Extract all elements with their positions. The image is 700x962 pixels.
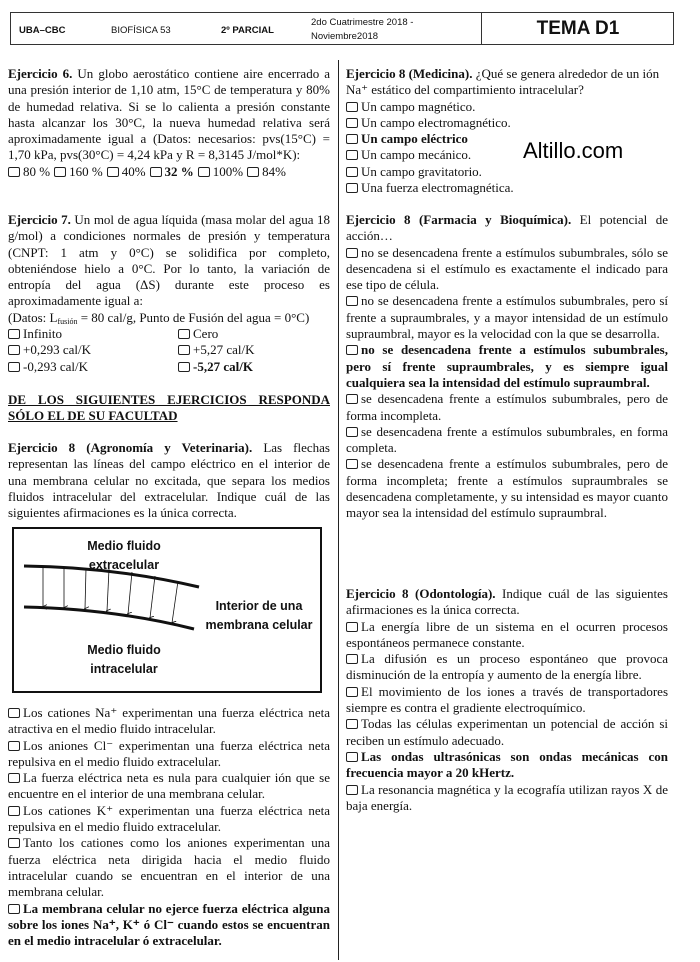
checkbox-icon[interactable] [346,394,358,404]
checkbox-icon[interactable] [8,708,20,718]
answer-option-text: Un campo electromagnético. [361,114,511,130]
field-arrow [150,576,155,618]
exercise-title: Ejercicio 6. [8,66,73,81]
exercise-text: Las flechas representan las líneas del campo eléctrico en el interior de una membrana celular no excitada, que separa los medios fluidos intracelular del extracelular. Indique cuál de las siguientes afirmaciones es la única correcta. [8,440,330,521]
checkbox-icon[interactable] [247,167,259,177]
institution: UBA–CBC [19,25,66,36]
exam-name: 2º PARCIAL [221,25,274,36]
checkbox-icon[interactable] [198,167,210,177]
answer-option-text: La difusión es un proceso espontáneo que provoca disminución de la entropía y aumento de la energía libre. [346,651,668,683]
checkbox-icon[interactable] [8,741,20,751]
answer-option[interactable] [346,342,668,391]
label-interior-2: membrana celular [205,618,313,632]
exercise-title: Ejercicio 7. [8,212,71,227]
exercise-8-agronomia [8,440,330,521]
answer-option[interactable] [8,326,178,342]
exam-header [10,12,674,45]
answer-option[interactable] [8,835,330,900]
checkbox-icon[interactable] [178,329,190,339]
answer-option[interactable] [8,342,178,358]
answer-option[interactable] [346,245,668,294]
exercise-title: Ejercicio 8 (Farmacia y Bioquímica). [346,212,572,227]
checkbox-icon[interactable] [8,904,20,914]
checkbox-icon[interactable] [8,806,20,816]
answer-option-text: Un campo mecánico. [361,147,472,163]
period-line-1: 2do Cuatrimestre 2018 - [311,17,414,28]
checkbox-icon[interactable] [346,654,358,664]
answer-option[interactable] [346,164,668,180]
label-intracellular-1: Medio fluido [87,643,161,657]
tema-label: TEMA D1 [481,13,674,44]
answer-option-text: Infinito [23,326,62,342]
checkbox-icon[interactable] [346,719,358,729]
exercise-text: El potencial de acción… [346,212,668,244]
exercise-text: Un globo aerostático contiene aire encerrado a una presión interior de 1,10 atm, 15°C de temperatura y 80% de humedad relativa. Si se lo calienta a presión constante hasta alcanzar los 30°C, la nueva humedad relativa será aproximadamente igual a (Datos: necesarios: pvs(15°C) = 1,70 kPa, pvs(30°C) = 4,24 kPa y R = 8,3145 J/mol*K): [8,66,331,163]
label-interior-1: Interior de una [215,599,303,613]
answer-option[interactable] [346,180,668,196]
answer-option[interactable] [346,619,668,652]
answer-option[interactable] [346,456,668,521]
answer-option[interactable] [346,99,668,115]
answer-option-text: 84% [262,163,286,179]
checkbox-icon[interactable] [346,785,358,795]
exercise-8-medicina [346,66,668,196]
exercise-7 [8,212,330,375]
answer-option[interactable] [150,164,194,179]
answer-option-text: -0,293 cal/K [23,358,88,374]
answer-option-text: Un campo gravitatorio. [361,163,482,179]
answer-option[interactable] [178,359,328,375]
answer-option-text: no se desencadena frente a estímulos subumbrales, pero sí frente supraumbrales, y es siempre igual cualquiera sea la intensidad del estímulo supraumbral. [346,342,668,390]
answer-option-text: Un campo magnético. [361,98,476,114]
answer-option-text: La energía libre de un sistema en el ocurren procesos espontáneos permanece constante. [346,618,668,650]
exercise-text: Indique cuál de las siguientes afirmaciones es la única correcta. [346,586,668,618]
datos-text: (Datos: L [8,309,58,325]
options-grid [8,326,330,375]
answer-option-text: Tanto los cationes como los aniones experimentan una fuerza eléctrica neta dirigida hacia el medio fluido intracelular cuando se encuentran en el interior de una membrana celular. [8,835,330,900]
checkbox-icon[interactable] [346,150,358,160]
field-arrow [172,581,178,623]
answer-option-text: Un campo eléctrico [361,131,468,147]
checkbox-icon[interactable] [150,167,162,177]
checkbox-icon[interactable] [346,622,358,632]
answer-option[interactable] [8,359,178,375]
field-lines-svg [14,529,320,691]
exercise-title: Ejercicio 8 (Medicina). [346,66,473,81]
answer-option-text: +0,293 cal/K [23,342,91,358]
answer-option-text: Los cationes K⁺ experimentan una fuerza eléctrica neta repulsiva en el medio fluido extracelular. [8,802,330,835]
checkbox-icon[interactable] [178,362,190,372]
answer-option[interactable] [346,391,668,424]
membrane-inner-line [24,607,194,629]
answer-option-text: La resonancia magnética y la ecografía utilizan rayos X de baja energía. [346,781,668,813]
answer-option-text: El movimiento de los iones a través de transportadores siempre es contra el gradiente electroquímico. [346,683,668,716]
answer-option[interactable] [346,749,668,782]
checkbox-icon[interactable] [8,838,20,848]
options-list [346,245,668,522]
checkbox-icon[interactable] [346,183,358,193]
answer-option[interactable] [54,164,103,179]
answer-option[interactable] [8,738,330,771]
checkbox-icon[interactable] [178,345,190,355]
checkbox-icon[interactable] [346,102,358,112]
field-arrow [128,572,132,614]
answer-option[interactable] [346,684,668,717]
section-heading: DE LOS SIGUIENTES EJERCICIOS RESPONDA SÓLO EL DE SU FACULTAD [8,392,330,424]
checkbox-icon[interactable] [346,296,358,306]
answer-option[interactable] [8,705,330,738]
period-line-2: Noviembre2018 [311,31,379,42]
datos-subscript: fusión [57,316,78,326]
exercise-8-agronomia-options [8,705,330,949]
exercise-text: Un mol de agua líquida (masa molar del agua 18 g/mol) a condiciones normales de presión y temperatura (CNPT: 1 atm y 0°C) se solidifica por completo, obteniéndose hielo a 0°C. Por lo tanto, la variación de entropía del agua (ΔS) durante este proceso es aproximadamente igual a: [8,212,330,309]
answer-option[interactable] [8,803,330,836]
answer-option[interactable] [346,115,668,131]
checkbox-icon[interactable] [8,362,20,372]
membrane-field-diagram [12,527,322,693]
answer-option-text: 40% [121,163,146,179]
answer-option[interactable] [178,326,328,342]
options-inline [8,164,330,180]
answer-option[interactable] [8,901,330,950]
exercise-title: Ejercicio 8 (Odontología). [346,586,496,601]
checkbox-icon[interactable] [8,329,20,339]
exercise-8-odontologia [346,586,668,814]
answer-option[interactable] [178,342,328,358]
answer-option-text: Los cationes Na⁺ experimentan una fuerza eléctrica neta atractiva en el medio fluido intracelular. [8,705,330,737]
checkbox-icon[interactable] [346,687,358,697]
checkbox-icon[interactable] [346,248,358,258]
field-arrow [107,569,109,611]
checkbox-icon[interactable] [8,773,20,783]
watermark: Altillo.com [523,138,624,163]
column-divider [338,60,339,960]
answer-option[interactable] [247,164,286,179]
answer-option[interactable] [107,164,146,179]
checkbox-icon[interactable] [107,167,119,177]
checkbox-icon[interactable] [346,752,358,762]
label-extracellular-2: extracelular [88,558,160,572]
checkbox-icon[interactable] [346,459,358,469]
checkbox-icon[interactable] [346,345,358,355]
exercise-6 [8,66,330,180]
answer-option[interactable] [8,164,50,179]
answer-option[interactable] [346,716,668,749]
answer-option[interactable] [198,164,243,179]
membrane-outer-line [24,566,199,587]
checkbox-icon[interactable] [8,345,20,355]
answer-option[interactable] [346,424,668,457]
exercise-text: ¿Qué se genera alrededor de un ión Na⁺ estático del compartimiento intracelular? [346,66,660,98]
answer-option-text: +5,27 cal/K [193,342,255,358]
subject: BIOFÍSICA 53 [111,25,171,36]
checkbox-icon[interactable] [346,427,358,437]
answer-option[interactable] [346,782,668,815]
answer-option-text: 160 % [69,163,103,179]
checkbox-icon[interactable] [346,134,358,144]
options-list [346,619,668,815]
checkbox-icon[interactable] [346,118,358,128]
answer-option-text: La membrana celular no ejerce fuerza eléctrica alguna sobre los iones Na⁺, K⁺ ó Cl⁻ cuando estos se encuentran en el medio intracelular ó extracelular. [8,900,330,949]
answer-option-text: Las ondas ultrasónicas son ondas mecánicas con frecuencia mayor a 20 kHertz. [346,748,668,781]
answer-option-text: Una fuerza electromagnética. [361,180,514,196]
answer-option-text: La fuerza eléctrica neta es nula para cualquier ión que se encuentre en el interior de una membrana celular. [8,770,330,802]
answer-option-text: -5,27 cal/K [193,358,253,374]
answer-option[interactable] [8,770,330,803]
answer-option[interactable] [346,651,668,684]
answer-option-text: 80 % [23,163,51,179]
answer-option[interactable] [346,293,668,342]
answer-option-text: 32 % [164,163,194,179]
checkbox-icon[interactable] [346,167,358,177]
answer-option-text: 100% [212,163,244,179]
answer-option-text: se desencadena frente a estímulos subumbrales, pero de forma incompleta; frente a estímulos supraumbrales se desencadena completamente, y su intensidad es mayor cuanto mayor sea la intensidad del estímulo supraumbral. [346,456,668,521]
answer-option-text: se desencadena frente a estímulos subumbrales, en forma completa. [346,423,668,456]
field-arrow [85,568,86,609]
label-extracellular-1: Medio fluido [87,539,161,553]
datos-text-end: = 80 cal/g, Punto de Fusión del agua = 0°C) [77,309,310,325]
answer-option-text: Todas las células experimentan un potencial de acción si reciben un estímulo adecuado. [346,716,668,748]
checkbox-icon[interactable] [8,167,20,177]
answer-option-text: no se desencadena frente a estímulos subumbrales, pero sí frente a supraumbrales, y a mayor intensidad de un estímulo supraumbral, mayor es la velocidad con la que se desarrolla. [346,293,668,342]
checkbox-icon[interactable] [54,167,66,177]
exercise-8-farmacia [346,212,668,522]
label-intracellular-2: intracelular [90,662,158,676]
answer-option-text: no se desencadena frente a estímulos subumbrales, sólo se desencadena si el estímulo es exactamente el indicado para ese tipo de célula. [346,244,668,293]
answer-option-text: Cero [193,326,219,342]
answer-option-text: se desencadena frente a estímulos subumbrales, pero de forma incompleta. [346,391,668,423]
answer-option-text: Los aniones Cl⁻ experimentan una fuerza eléctrica neta repulsiva en el medio fluido extracelular. [8,737,330,769]
exercise-title: Ejercicio 8 (Agronomía y Veterinaria). [8,440,253,455]
